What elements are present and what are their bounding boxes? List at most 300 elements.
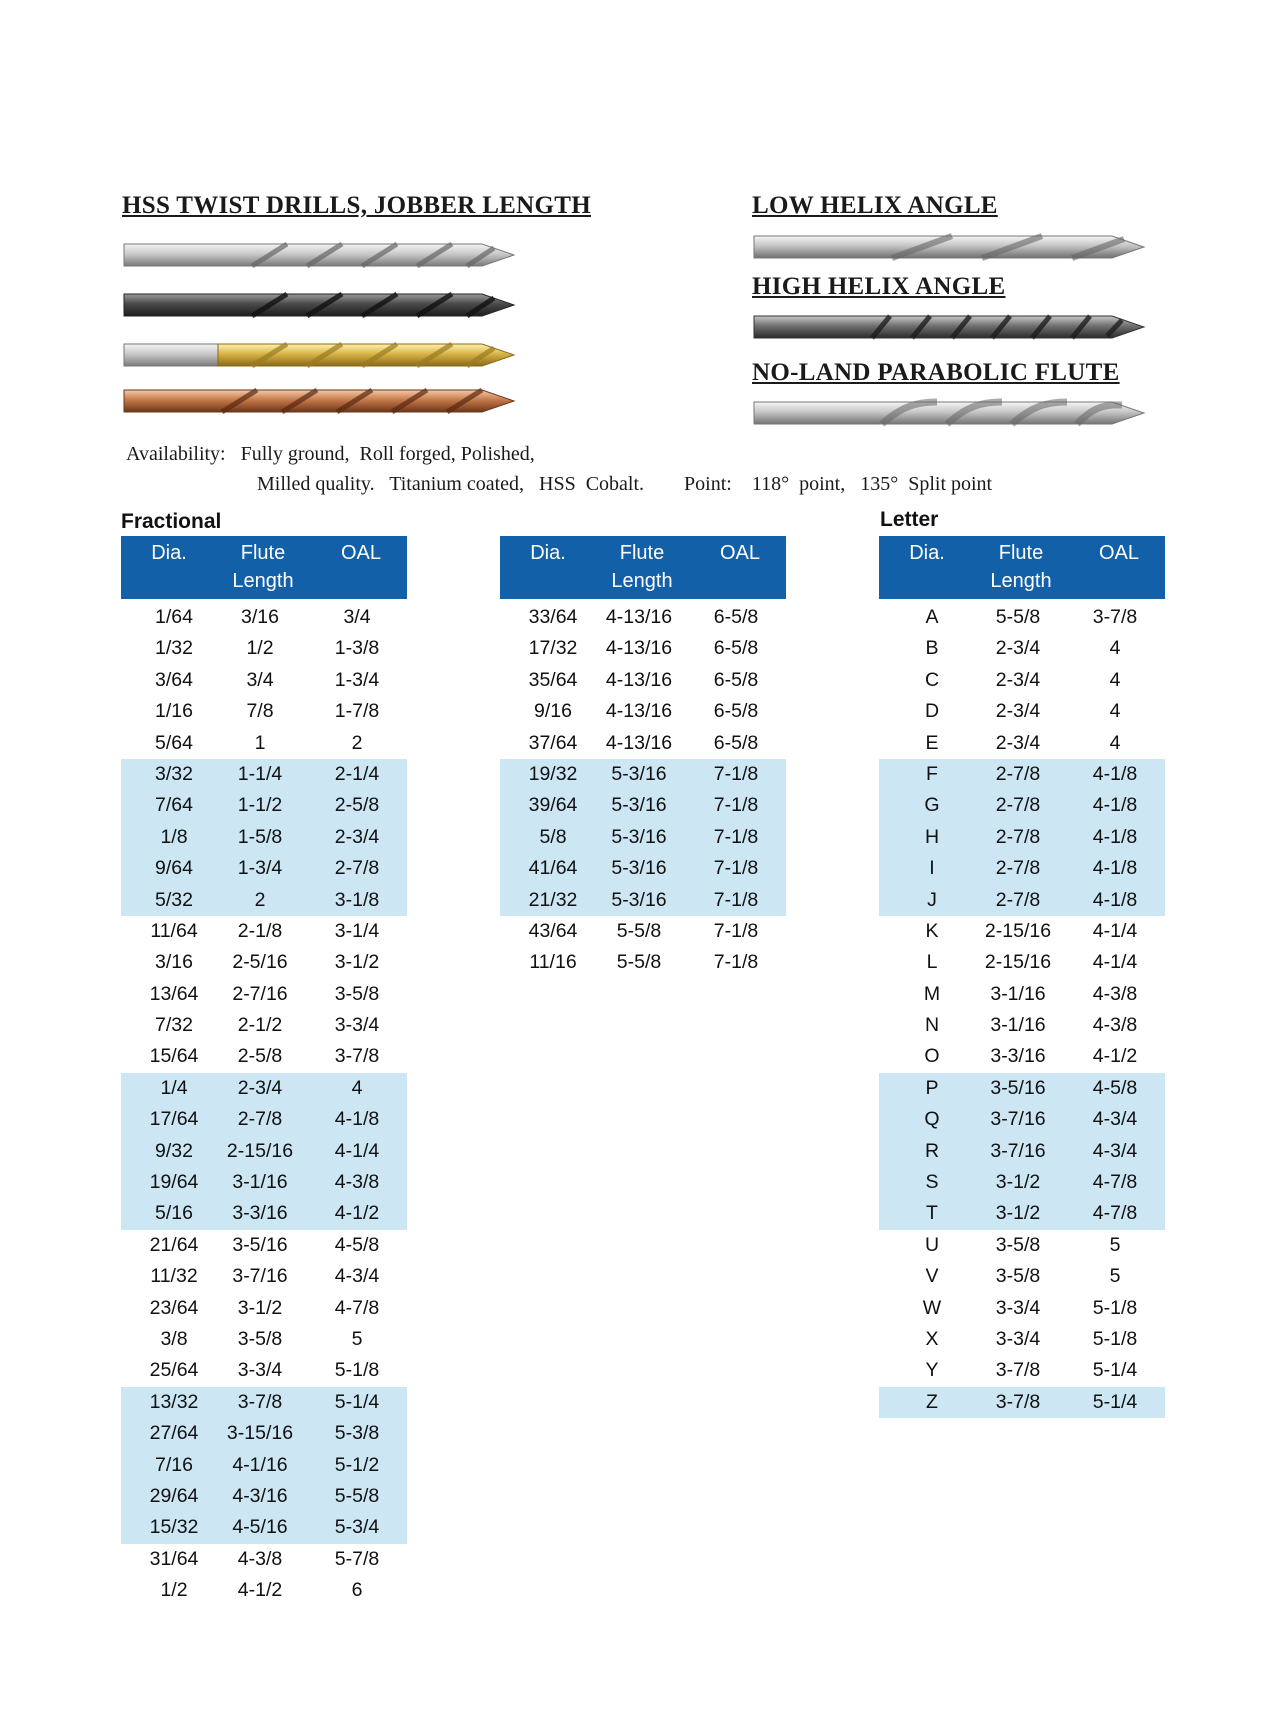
cell-flute-length: 3-7/16	[990, 1139, 1046, 1162]
cell-dia: 5/32	[155, 888, 193, 911]
cell-oal: 3-5/8	[334, 982, 380, 1005]
table-row	[121, 1481, 407, 1512]
cell-oal: 6-5/8	[713, 731, 759, 754]
cell-oal: 6-5/8	[713, 606, 759, 628]
header-flute-length: Flute Length	[611, 542, 673, 592]
table-row	[500, 696, 786, 727]
heading-high-helix: HIGH HELIX ANGLE	[752, 273, 1006, 300]
cell-flute-length: 1-3/4	[237, 857, 283, 880]
table-row	[879, 1261, 1165, 1292]
cell-dia: P	[925, 1076, 939, 1099]
table-row	[121, 696, 407, 727]
cell-flute-length: 3-3/4	[237, 1359, 283, 1382]
table-row	[121, 1230, 407, 1261]
cell-flute-length: 3-1/16	[990, 1014, 1046, 1037]
cell-flute-length: 2-1/8	[237, 919, 283, 942]
table-row	[500, 602, 786, 633]
cell-dia: W	[922, 1296, 942, 1319]
cell-oal: 1-3/4	[334, 668, 380, 691]
cell-oal: 7-1/8	[713, 919, 759, 942]
cell-oal: 4	[1109, 668, 1121, 691]
cell-flute-length: 2-7/8	[995, 825, 1041, 848]
cell-oal: 5-1/4	[334, 1390, 380, 1413]
cell-oal: 6-5/8	[713, 668, 759, 691]
cell-flute-length: 3-1/2	[237, 1296, 283, 1319]
cell-oal: 1-3/8	[334, 637, 380, 660]
table-row	[879, 1355, 1165, 1386]
cell-dia: 1/4	[160, 1076, 188, 1099]
cell-oal: 4-1/8	[1092, 794, 1138, 817]
cell-flute-length: 1-5/8	[237, 825, 283, 848]
cell-oal: 7-1/8	[713, 857, 759, 880]
section-label-letter: Letter	[880, 508, 939, 531]
cell-flute-length: 2-7/8	[995, 794, 1041, 817]
cell-dia: 43/64	[528, 919, 578, 942]
table-row	[500, 790, 786, 821]
cell-flute-length: 5-3/16	[611, 825, 667, 848]
cell-flute-length: 3-5/16	[232, 1233, 288, 1256]
cell-dia: 1/64	[155, 606, 193, 628]
cell-flute-length: 4-1/2	[237, 1579, 283, 1602]
cell-flute-length: 5-5/8	[616, 919, 662, 942]
table-row	[500, 947, 786, 978]
table-row	[500, 885, 786, 916]
cell-dia: 5/8	[539, 825, 567, 848]
cell-flute-length: 3-1/2	[995, 1171, 1041, 1194]
cell-oal: 5	[1109, 1233, 1121, 1256]
cell-dia: 5/16	[155, 1202, 193, 1225]
table-row	[121, 1355, 407, 1386]
cell-dia: E	[925, 731, 939, 754]
cell-oal: 3/4	[343, 606, 371, 628]
cell-oal: 6	[351, 1579, 363, 1602]
table-row	[879, 728, 1165, 759]
cell-flute-length: 2-1/2	[237, 1014, 283, 1037]
cell-dia: 19/32	[528, 762, 578, 785]
cell-flute-length: 1-1/4	[237, 762, 283, 785]
table-row	[879, 1010, 1165, 1041]
table-row	[121, 1041, 407, 1072]
cell-flute-length: 2-15/16	[984, 919, 1052, 942]
cell-flute-length: 4-3/8	[237, 1547, 283, 1570]
cell-dia: 7/64	[155, 794, 193, 817]
cell-flute-length: 3-1/16	[232, 1171, 288, 1194]
table-row	[121, 1167, 407, 1198]
table-row	[879, 853, 1165, 884]
cell-oal: 4-7/8	[334, 1296, 380, 1319]
table-row	[879, 1167, 1165, 1198]
cell-oal: 4-1/4	[1092, 951, 1138, 974]
cell-oal: 3-1/2	[334, 951, 380, 974]
cell-flute-length: 2-15/16	[226, 1139, 294, 1162]
table-row	[121, 947, 407, 978]
cell-dia: 13/32	[149, 1390, 199, 1413]
cell-oal: 4	[1109, 637, 1121, 660]
heading-low-helix: LOW HELIX ANGLE	[752, 192, 998, 219]
cell-flute-length: 3-5/8	[237, 1327, 283, 1350]
table-row	[121, 602, 407, 633]
header-flute-length: Flute Length	[232, 542, 294, 592]
table-row	[121, 885, 407, 916]
cell-oal: 4-1/2	[1092, 1045, 1138, 1068]
cell-flute-length: 3-3/4	[995, 1296, 1041, 1319]
cell-flute-length: 2-3/4	[237, 1076, 283, 1099]
cell-flute-length: 3-3/16	[232, 1202, 288, 1225]
table-row	[121, 1073, 407, 1104]
cell-oal: 3-1/4	[334, 919, 380, 942]
table-row	[500, 759, 786, 790]
cell-dia: 9/32	[155, 1139, 193, 1162]
cell-dia: 21/32	[528, 888, 578, 911]
cell-dia: J	[927, 888, 937, 911]
cell-dia: 17/32	[528, 637, 578, 660]
cell-oal: 4-3/8	[334, 1171, 380, 1194]
cell-oal: 4-3/8	[1092, 982, 1138, 1005]
cell-dia: 37/64	[528, 731, 578, 754]
cell-flute-length: 7/8	[246, 700, 274, 723]
cell-flute-length: 4-13/16	[605, 731, 673, 754]
cell-oal: 3-7/8	[1092, 606, 1138, 628]
heading-jobber-length: HSS TWIST DRILLS, JOBBER LENGTH	[122, 192, 591, 219]
table-row	[879, 759, 1165, 790]
cell-dia: 13/64	[149, 982, 199, 1005]
cell-dia: L	[926, 951, 938, 974]
cell-flute-length: 2-15/16	[984, 951, 1052, 974]
cell-dia: 9/64	[155, 857, 193, 880]
cell-dia: T	[926, 1202, 938, 1225]
cell-dia: 1/2	[160, 1579, 188, 1602]
cell-flute-length: 3-15/16	[226, 1422, 294, 1445]
cell-dia: U	[924, 1233, 940, 1256]
cell-oal: 4-1/4	[334, 1139, 380, 1162]
cell-flute-length: 2-7/8	[995, 762, 1041, 785]
cell-dia: 1/32	[155, 637, 193, 660]
table-row	[121, 822, 407, 853]
cell-dia: 35/64	[528, 668, 578, 691]
cell-dia: Y	[925, 1359, 939, 1382]
cell-oal: 4-3/8	[1092, 1014, 1138, 1037]
table-row	[121, 728, 407, 759]
table-row	[879, 696, 1165, 727]
drill-high-helix-icon	[752, 310, 1147, 344]
cell-dia: C	[924, 668, 940, 691]
cell-dia: R	[924, 1139, 940, 1162]
cell-oal: 4	[1109, 731, 1121, 754]
cell-flute-length: 4-13/16	[605, 606, 673, 628]
cell-flute-length: 3-7/8	[237, 1390, 283, 1413]
cell-oal: 4-1/8	[1092, 888, 1138, 911]
table-row	[121, 1261, 407, 1292]
cell-dia: 9/16	[534, 700, 572, 723]
cell-flute-length: 4-13/16	[605, 637, 673, 660]
cell-oal: 5-7/8	[334, 1547, 380, 1570]
cell-flute-length: 5-3/16	[611, 762, 667, 785]
cell-dia: 7/16	[155, 1453, 193, 1476]
cell-flute-length: 4-13/16	[605, 700, 673, 723]
table-row	[879, 1230, 1165, 1261]
cell-dia: 41/64	[528, 857, 578, 880]
cell-oal: 4-1/2	[334, 1202, 380, 1225]
cell-oal: 4-3/4	[1092, 1108, 1138, 1131]
cell-dia: Q	[924, 1108, 940, 1131]
header-flute-length: Flute Length	[990, 542, 1052, 592]
table-row	[500, 728, 786, 759]
cell-dia: 1/16	[155, 700, 193, 723]
cell-dia: 3/16	[155, 951, 193, 974]
cell-oal: 7-1/8	[713, 762, 759, 785]
table-row	[121, 1198, 407, 1229]
cell-oal: 4-3/4	[1092, 1139, 1138, 1162]
cell-flute-length: 1-1/2	[237, 794, 283, 817]
cell-flute-length: 3-3/4	[995, 1327, 1041, 1350]
cell-oal: 4	[1109, 700, 1121, 723]
cell-flute-length: 3-1/16	[990, 982, 1046, 1005]
table-row	[500, 916, 786, 947]
cell-dia: F	[926, 762, 938, 785]
cell-dia: A	[925, 606, 939, 628]
table-row	[879, 947, 1165, 978]
cell-dia: 31/64	[149, 1547, 199, 1570]
drill-cobalt-icon	[122, 384, 517, 418]
cell-oal: 4-3/4	[334, 1265, 380, 1288]
cell-dia: 21/64	[149, 1233, 199, 1256]
cell-dia: G	[924, 794, 940, 817]
table-row	[121, 1512, 407, 1543]
cell-dia: 17/64	[149, 1108, 199, 1131]
cell-flute-length: 2-7/8	[237, 1108, 283, 1131]
cell-oal: 5-1/8	[334, 1359, 380, 1382]
table-row	[879, 665, 1165, 696]
cell-dia: 29/64	[149, 1484, 199, 1507]
cell-flute-length: 2-7/16	[232, 982, 288, 1005]
table-row	[121, 1104, 407, 1135]
cell-flute-length: 2-7/8	[995, 857, 1041, 880]
heading-parabolic-flute: NO-LAND PARABOLIC FLUTE	[752, 359, 1120, 386]
drill-parabolic-icon	[752, 396, 1147, 430]
cell-dia: 11/64	[150, 919, 198, 942]
fractional-table-1	[121, 536, 407, 1607]
cell-flute-length: 3/4	[246, 668, 274, 691]
cell-flute-length: 2-3/4	[995, 668, 1041, 691]
cell-flute-length: 4-5/16	[232, 1516, 288, 1539]
table-body	[500, 602, 786, 979]
cell-dia: B	[925, 637, 939, 660]
table-row	[879, 822, 1165, 853]
cell-flute-length: 5-5/8	[995, 606, 1041, 628]
cell-oal: 7-1/8	[713, 888, 759, 911]
cell-flute-length: 3-1/2	[995, 1202, 1041, 1225]
letter-table	[879, 536, 1165, 1418]
cell-dia: 19/64	[149, 1171, 199, 1194]
cell-dia: 7/32	[155, 1014, 193, 1037]
header-dia: Dia.	[530, 542, 566, 564]
table-row	[500, 853, 786, 884]
cell-dia: I	[929, 857, 935, 880]
cell-flute-length: 2-3/4	[995, 700, 1041, 723]
cell-oal: 5-1/4	[1092, 1359, 1138, 1382]
cell-flute-length: 3-3/16	[990, 1045, 1046, 1068]
cell-flute-length: 3-5/8	[995, 1233, 1041, 1256]
table-body	[879, 602, 1165, 1418]
cell-dia: 25/64	[149, 1359, 199, 1382]
table-row	[121, 853, 407, 884]
table-row	[500, 665, 786, 696]
table-row	[121, 665, 407, 696]
cell-flute-length: 3-7/16	[232, 1265, 288, 1288]
cell-dia: 5/64	[155, 731, 193, 754]
table-row	[121, 790, 407, 821]
cell-dia: N	[924, 1014, 940, 1037]
cell-oal: 4-1/8	[1092, 857, 1138, 880]
table-header	[121, 536, 407, 599]
table-row	[879, 885, 1165, 916]
table-row	[121, 1544, 407, 1575]
cell-oal: 2-5/8	[334, 794, 380, 817]
cell-oal: 5-1/2	[334, 1453, 380, 1476]
table-row	[879, 916, 1165, 947]
cell-flute-length: 5-3/16	[611, 857, 667, 880]
cell-dia: D	[924, 700, 940, 723]
cell-dia: 39/64	[528, 794, 578, 817]
cell-oal: 6-5/8	[713, 637, 759, 660]
cell-oal: 2-1/4	[334, 762, 380, 785]
header-oal: OAL	[340, 542, 382, 564]
table-row	[121, 633, 407, 664]
cell-flute-length: 4-3/16	[232, 1484, 288, 1507]
cell-flute-length: 3-7/16	[990, 1108, 1046, 1131]
cell-dia: 23/64	[149, 1296, 199, 1319]
table-row	[879, 1136, 1165, 1167]
drill-black-oxide-icon	[122, 288, 517, 322]
table-row	[879, 1198, 1165, 1229]
cell-flute-length: 4-1/16	[232, 1453, 288, 1476]
cell-oal: 5	[1109, 1265, 1121, 1288]
table-header	[879, 536, 1165, 599]
cell-oal: 5-3/8	[334, 1422, 380, 1445]
cell-oal: 5	[351, 1327, 363, 1350]
cell-flute-length: 3-5/16	[990, 1076, 1046, 1099]
table-row	[879, 1041, 1165, 1072]
table-row	[121, 759, 407, 790]
cell-dia: K	[925, 919, 939, 942]
cell-flute-length: 5-5/8	[616, 951, 662, 974]
cell-dia: 15/64	[149, 1045, 199, 1068]
cell-oal: 4-7/8	[1092, 1202, 1138, 1225]
table-row	[879, 633, 1165, 664]
cell-oal: 6-5/8	[713, 700, 759, 723]
cell-dia: 27/64	[149, 1422, 199, 1445]
cell-oal: 4-1/4	[1092, 919, 1138, 942]
cell-flute-length: 2-7/8	[995, 888, 1041, 911]
availability-line-1: Availability: Fully ground, Roll forged, Polished,	[126, 443, 535, 465]
cell-flute-length: 4-13/16	[605, 668, 673, 691]
cell-dia: 3/8	[160, 1327, 188, 1350]
table-row	[121, 1010, 407, 1041]
cell-dia: O	[924, 1045, 940, 1068]
section-label-fractional: Fractional	[121, 510, 222, 533]
cell-oal: 5-5/8	[334, 1484, 380, 1507]
table-row	[500, 633, 786, 664]
cell-flute-length: 3/16	[241, 606, 279, 628]
cell-oal: 7-1/8	[713, 794, 759, 817]
table-row	[879, 979, 1165, 1010]
table-row	[879, 1387, 1165, 1418]
availability-line-2: Milled quality. Titanium coated, HSS Cobalt. Point: 118° point, 135° Split point	[257, 473, 993, 495]
cell-oal: 2	[351, 731, 363, 754]
cell-flute-length: 3-5/8	[995, 1265, 1041, 1288]
cell-flute-length: 3-7/8	[995, 1390, 1041, 1413]
cell-dia: 33/64	[528, 606, 578, 628]
cell-oal: 2-7/8	[334, 857, 380, 880]
cell-flute-length: 2-5/8	[237, 1045, 283, 1068]
cell-oal: 4-7/8	[1092, 1171, 1138, 1194]
table-row	[500, 822, 786, 853]
drill-titanium-icon	[122, 338, 517, 372]
table-body	[121, 602, 407, 1607]
cell-flute-length: 3-7/8	[995, 1359, 1041, 1382]
table-row	[121, 1387, 407, 1418]
cell-oal: 3-1/8	[334, 888, 380, 911]
table-row	[121, 979, 407, 1010]
cell-oal: 3-3/4	[334, 1014, 380, 1037]
table-row	[879, 790, 1165, 821]
cell-flute-length: 1	[254, 731, 266, 754]
header-dia: Dia.	[151, 542, 187, 564]
cell-flute-length: 5-3/16	[611, 794, 667, 817]
cell-dia: X	[925, 1327, 939, 1350]
cell-dia: 3/32	[155, 762, 193, 785]
cell-oal: 5-1/8	[1092, 1327, 1138, 1350]
table-row	[879, 1293, 1165, 1324]
table-row	[121, 1293, 407, 1324]
cell-oal: 5-3/4	[334, 1516, 380, 1539]
cell-flute-length: 5-3/16	[611, 888, 667, 911]
cell-flute-length: 2-3/4	[995, 637, 1041, 660]
cell-oal: 4-5/8	[1092, 1076, 1138, 1099]
table-row	[121, 1450, 407, 1481]
table-header	[500, 536, 786, 599]
cell-flute-length: 2	[254, 888, 266, 911]
header-dia: Dia.	[909, 542, 945, 564]
cell-oal: 4	[351, 1076, 363, 1099]
cell-dia: 11/16	[529, 951, 577, 974]
header-oal: OAL	[1098, 542, 1140, 564]
cell-dia: V	[925, 1265, 939, 1288]
cell-oal: 5-1/4	[1092, 1390, 1138, 1413]
drill-low-helix-icon	[752, 230, 1147, 264]
table-row	[879, 1104, 1165, 1135]
cell-dia: S	[925, 1171, 939, 1194]
cell-oal: 1-7/8	[334, 700, 380, 723]
fractional-table-2	[500, 536, 786, 979]
table-row	[121, 1324, 407, 1355]
cell-oal: 4-1/8	[1092, 825, 1138, 848]
cell-dia: 3/64	[155, 668, 193, 691]
cell-flute-length: 2-5/16	[232, 951, 288, 974]
cell-oal: 4-5/8	[334, 1233, 380, 1256]
cell-dia: Z	[926, 1390, 938, 1413]
table-row	[121, 1418, 407, 1449]
cell-dia: 11/32	[150, 1265, 198, 1288]
cell-oal: 4-1/8	[1092, 762, 1138, 785]
cell-oal: 5-1/8	[1092, 1296, 1138, 1319]
cell-dia: H	[924, 825, 940, 848]
cell-oal: 7-1/8	[713, 951, 759, 974]
table-row	[121, 1136, 407, 1167]
table-row	[879, 602, 1165, 633]
cell-flute-length: 1/2	[246, 637, 274, 660]
table-row	[121, 1575, 407, 1606]
